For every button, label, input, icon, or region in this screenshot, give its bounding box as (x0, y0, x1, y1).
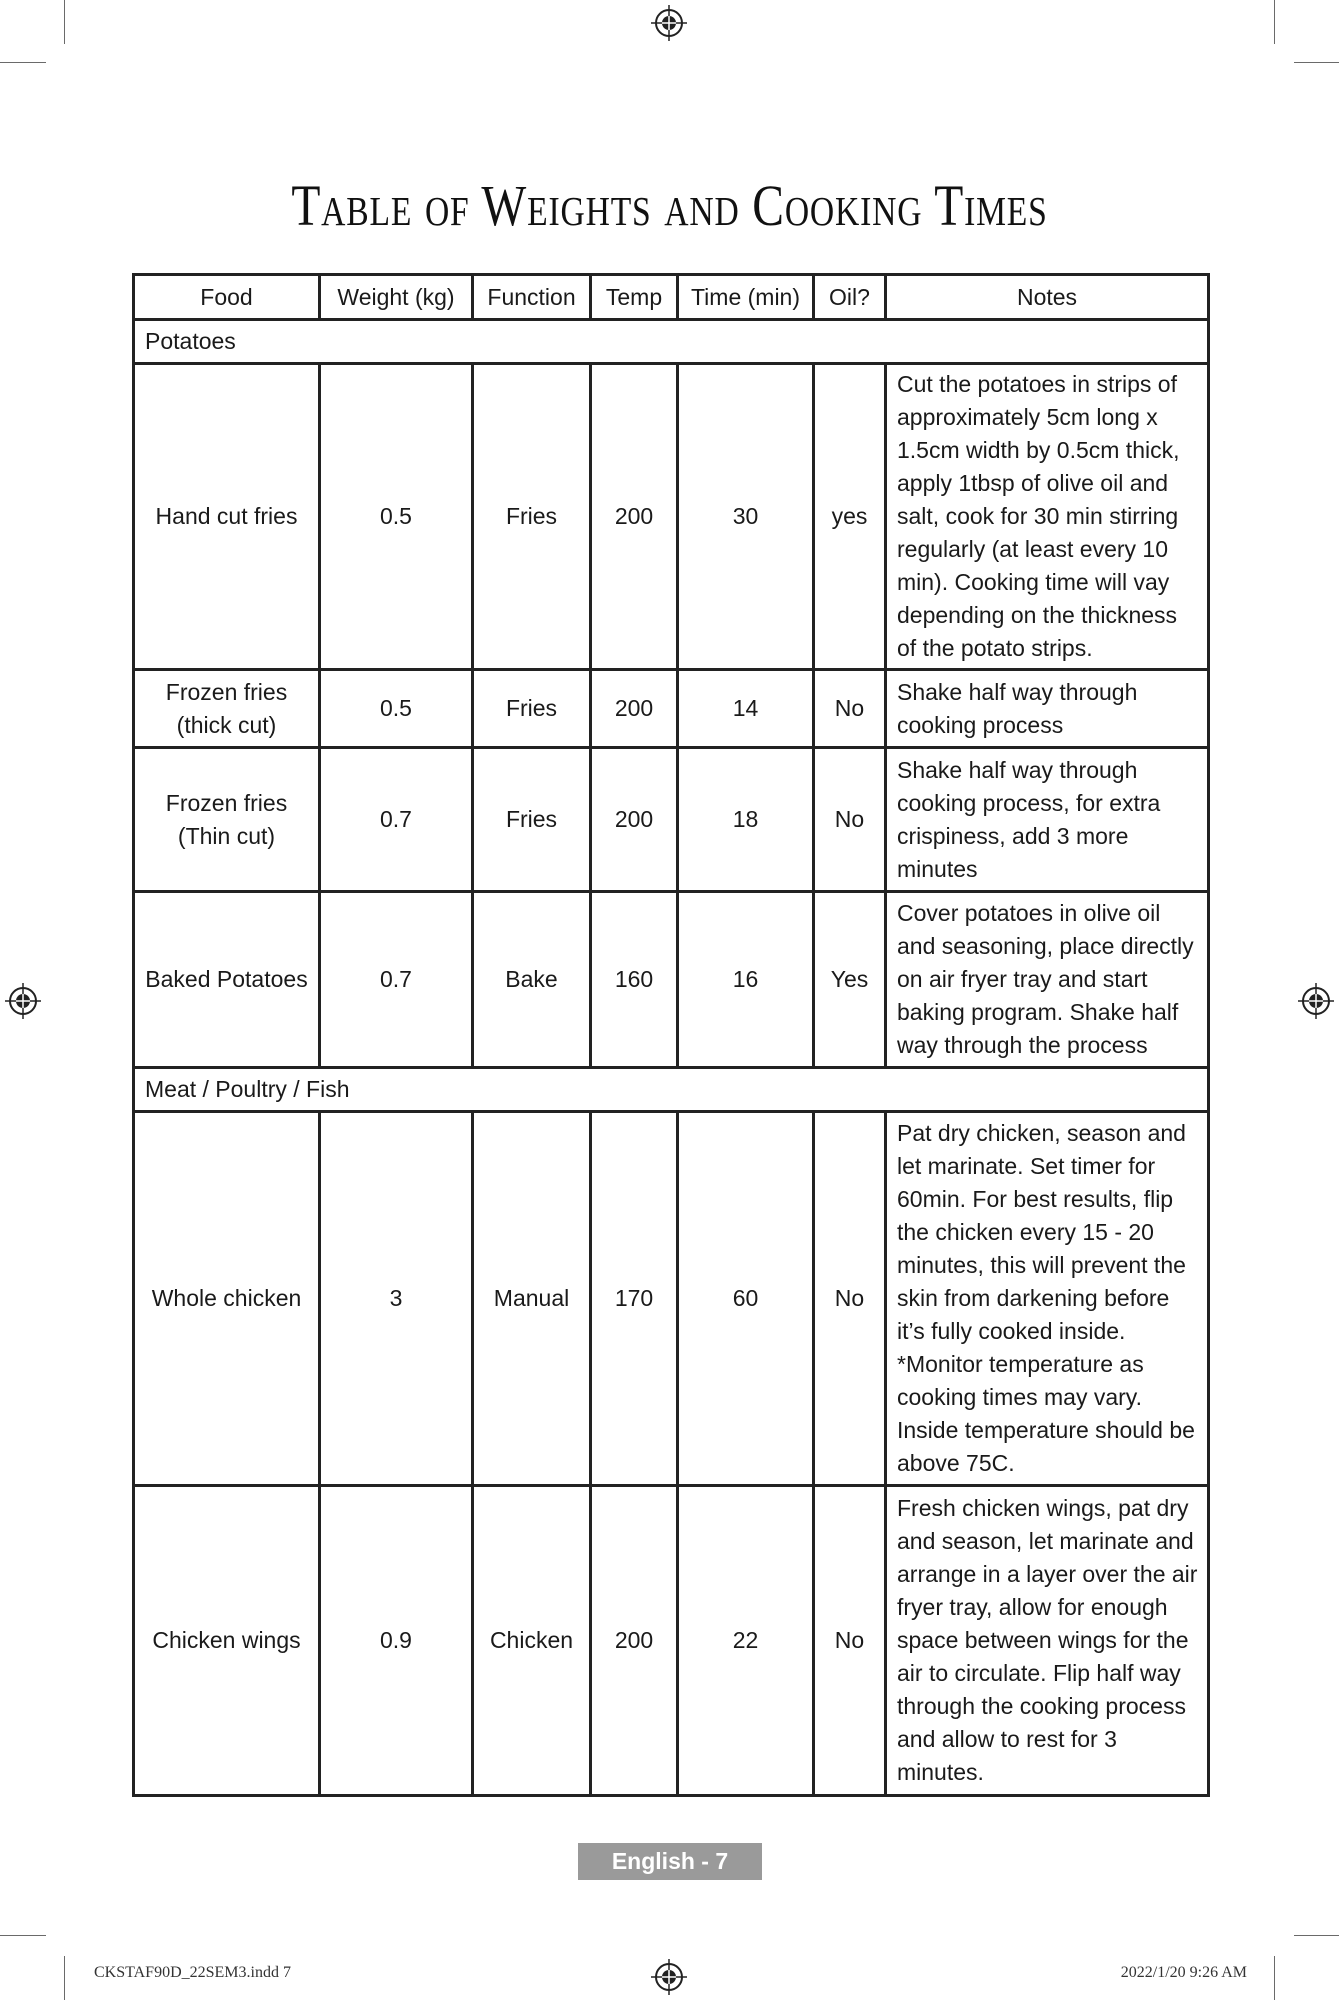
table-row (134, 892, 1209, 1068)
cooking-times-table (132, 273, 1210, 1797)
crop-mark (64, 0, 65, 44)
crop-mark (1294, 62, 1339, 63)
column-header-weight: Weight (kg) (320, 275, 473, 320)
cell-notes: Fresh chicken wings, pat dry and season, let marinate and arrange in a layer over the air fryer tray, allow for enough space between wings for the air to circulate. Flip half way through the cooking process and allow to rest for 3 minutes. (886, 1486, 1209, 1796)
cell-oil: No (814, 670, 886, 748)
section-title: Meat / Poultry / Fish (134, 1068, 1209, 1112)
cell-temp: 200 (591, 670, 678, 748)
page-title: Table of Weights and Cooking Times (291, 173, 1048, 238)
cell-oil: yes (814, 364, 886, 670)
cell-temp: 200 (591, 748, 678, 892)
crop-mark (64, 1956, 65, 2000)
cell-food: Chicken wings (134, 1486, 320, 1796)
cell-temp: 200 (591, 364, 678, 670)
page-number-label: English - 7 (578, 1843, 762, 1880)
cell-notes: Shake half way through cooking process, for extra crispiness, add 3 more minutes (886, 748, 1209, 892)
cell-weight: 0.9 (320, 1486, 473, 1796)
column-header-food: Food (134, 275, 320, 320)
cell-time: 14 (678, 670, 814, 748)
cell-weight: 0.7 (320, 892, 473, 1068)
cell-oil: No (814, 1112, 886, 1486)
cell-time: 60 (678, 1112, 814, 1486)
crop-mark (0, 1935, 46, 1936)
cell-oil: No (814, 1486, 886, 1796)
cell-time: 18 (678, 748, 814, 892)
column-header-function: Function (473, 275, 591, 320)
table-row (134, 364, 1209, 670)
crop-mark (1274, 1956, 1275, 2000)
table-header-row (134, 275, 1209, 320)
registration-mark-icon (651, 5, 687, 41)
table-row (134, 748, 1209, 892)
cell-food: Whole chicken (134, 1112, 320, 1486)
cell-temp: 170 (591, 1112, 678, 1486)
cell-food: Hand cut fries (134, 364, 320, 670)
section-title: Potatoes (134, 320, 1209, 364)
cell-oil: Yes (814, 892, 886, 1068)
table-row (134, 1112, 1209, 1486)
column-header-temp: Temp (591, 275, 678, 320)
registration-mark-icon (5, 983, 41, 1019)
cell-food: Frozen fries (Thin cut) (134, 748, 320, 892)
cell-notes: Shake half way through cooking process (886, 670, 1209, 748)
table-row (134, 670, 1209, 748)
column-header-time: Time (min) (678, 275, 814, 320)
cell-weight: 0.7 (320, 748, 473, 892)
section-row (134, 320, 1209, 364)
section-row (134, 1068, 1209, 1112)
cell-oil: No (814, 748, 886, 892)
cell-time: 30 (678, 364, 814, 670)
cell-temp: 200 (591, 1486, 678, 1796)
cell-notes: Pat dry chicken, season and let marinate. Set timer for 60min. For best results, flip the chicken every 15 - 20 minutes, this will prevent the skin from darkening before it’s fully cooked inside. *Monitor temperature as cooking times may vary. Inside temperature should be above 75C. (886, 1112, 1209, 1486)
crop-mark (1294, 1935, 1339, 1936)
column-header-notes: Notes (886, 275, 1209, 320)
cell-temp: 160 (591, 892, 678, 1068)
cell-function: Manual (473, 1112, 591, 1486)
cell-function: Fries (473, 748, 591, 892)
cell-weight: 3 (320, 1112, 473, 1486)
registration-mark-icon (651, 1959, 687, 1995)
cell-function: Chicken (473, 1486, 591, 1796)
column-header-oil: Oil? (814, 275, 886, 320)
table-row (134, 1486, 1209, 1796)
cell-weight: 0.5 (320, 670, 473, 748)
registration-mark-icon (1298, 983, 1334, 1019)
cell-function: Fries (473, 670, 591, 748)
cell-time: 16 (678, 892, 814, 1068)
crop-mark (0, 62, 46, 63)
crop-mark (1274, 0, 1275, 44)
cell-food: Baked Potatoes (134, 892, 320, 1068)
cell-weight: 0.5 (320, 364, 473, 670)
cell-function: Bake (473, 892, 591, 1068)
cell-time: 22 (678, 1486, 814, 1796)
cell-food: Frozen fries (thick cut) (134, 670, 320, 748)
slug-file-name: CKSTAF90D_22SEM3.indd 7 (94, 1964, 291, 1981)
cell-notes: Cut the potatoes in strips of approximately 5cm long x 1.5cm width by 0.5cm thick, apply 1tbsp of olive oil and salt, cook for 30 min stirring regularly (at least every 10 min). Cooking time will vay depending on the thickness of the potato strips. (886, 364, 1209, 670)
slug-date: 2022/1/20 9:26 AM (1120, 1964, 1247, 1981)
cell-function: Fries (473, 364, 591, 670)
cell-notes: Cover potatoes in olive oil and seasoning, place directly on air fryer tray and start baking program. Shake half way through the process (886, 892, 1209, 1068)
